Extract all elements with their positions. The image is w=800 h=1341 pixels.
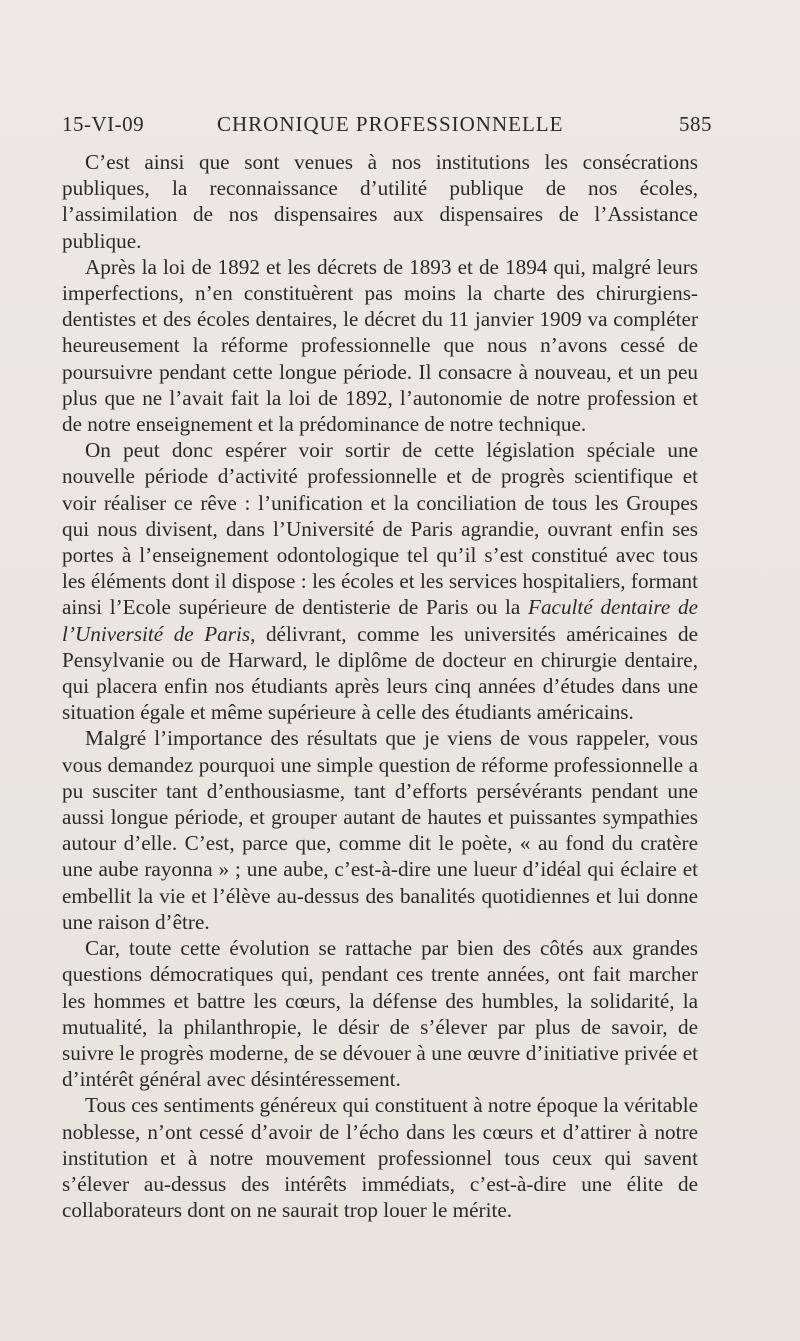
paragraph-1: [62, 149, 698, 254]
header-title: CHRONIQUE PROFESSIONNELLE: [217, 112, 564, 136]
paragraph-text-continued: , délivrant, comme les universités américaines de Pensylvanie ou de Harward, le diplôme de docteur en chirurgie dentaire, qui placera enfin nos étudiants après leurs cinq années d’études dans une situation égale et même supérieure à celle des étudiants américains.: [62, 621, 698, 725]
paragraph-2: [62, 254, 698, 437]
paragraph-5: [62, 935, 698, 1092]
paragraph-text: Malgré l’importance des résultats que je viens de vous rappeler, vous vous demandez pourquoi une simple question de réforme professionnelle a pu susciter tant d’enthousiasme, tant d’efforts persévérants pendant une aussi longue période, et grouper autant de hautes et puissantes sympathies autour d’elle. C’est, parce que, comme dit le poète, « au fond du cratère une aube rayonna » ; une aube, c’est-à-dire une lueur d’idéal qui éclaire et embellit la vie et l’élève au-dessus des banalités quotidiennes et lui donne une raison d’être.: [62, 726, 698, 934]
paragraph-text: On peut donc espérer voir sortir de cette législation spéciale une nouvelle période d’activité professionnelle et de progrès scientifique et voir réaliser ce rêve : l’unification et la conciliation de tous les Groupes qui nous divisent, dans l’Université de Paris agrandie, ouvrant enfin ses portes à l’enseignement odontologique tel qu’il s’est constitué avec tous les éléments dont il dispose : les écoles et les services hospitaliers, formant ainsi l’Ecole supérieure de dentisterie de Paris ou la: [62, 438, 698, 620]
paragraph-3: [62, 437, 698, 725]
header-date: 15-VI-09: [62, 112, 145, 136]
paragraph-text: Tous ces sentiments généreux qui constituent à notre époque la véritable noblesse, n’ont cessé d’avoir de l’écho dans les cœurs et d’attirer à notre institution et à notre mouvement professionnel tous ceux qui savent s’élever au-dessus des intérêts immédiats, c’est-à-dire une élite de collaborateurs dont on ne saurait trop louer le mérite.: [62, 1093, 698, 1223]
paragraph-6: [62, 1092, 698, 1223]
paragraph-text: C’est ainsi que sont venues à nos institutions les consécrations publiques, la reconnaissance d’utilité publique de nos écoles, l’assimilation de nos dispensaires aux dispensaires de l’Assistance publique.: [62, 150, 698, 253]
paragraph-text: Après la loi de 1892 et les décrets de 1893 et de 1894 qui, malgré leurs imperfections, n’en constituèrent pas moins la charte des chirurgiens-dentistes et des écoles dentaires, le décret du 11 janvier 1909 va compléter heureusement la réforme professionnelle que nous n’avons cessé de poursuivre pendant cette longue période. Il consacre à nouveau, et un peu plus que ne l’avait fait la loi de 1892, l’autonomie de notre profession et de notre enseignement et la prédominance de notre technique.: [62, 254, 698, 437]
paragraph-4: [62, 725, 698, 935]
italic-faculty-name: Faculté dentaire de l’Université de Paris: [62, 595, 698, 646]
body-text: [62, 149, 698, 1223]
paragraph-text: Car, toute cette évolution se rattache par bien des côtés aux grandes questions démocratiques qui, pendant ces trente années, ont fait marcher les hommes et battre les cœurs, la défense des humbles, la solidarité, la mutualité, la philanthropie, le désir de s’élever par plus de savoir, de suivre le progrès moderne, de se dévouer à une œuvre d’initiative privée et d’intérêt général avec désintéressement.: [62, 936, 698, 1092]
running-header: [62, 112, 712, 142]
page-number: 585: [679, 112, 712, 136]
